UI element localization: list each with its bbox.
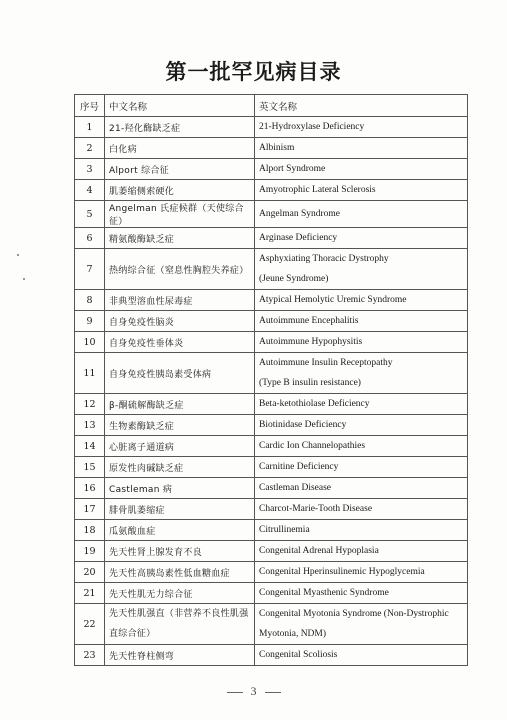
row-en-name bbox=[255, 353, 468, 394]
table-row bbox=[75, 290, 468, 311]
row-en-name: Carnitine Deficiency bbox=[255, 457, 468, 478]
row-en-line-1: Autoimmune Insulin Receptopathy bbox=[259, 358, 393, 368]
row-zh-line-2: 直综合征） bbox=[109, 629, 156, 639]
table-row bbox=[75, 353, 468, 394]
row-no: 17 bbox=[75, 499, 105, 520]
row-no: 21 bbox=[75, 583, 105, 604]
row-en-name: Autoimmune Hypophysitis bbox=[255, 332, 468, 353]
table-row bbox=[75, 645, 468, 666]
table-row bbox=[75, 201, 468, 228]
row-en-name: Amyotrophic Lateral Sclerosis bbox=[255, 180, 468, 201]
row-en-name: 21-Hydroxylase Deficiency bbox=[255, 117, 468, 138]
row-en-name: Autoimmune Encephalitis bbox=[255, 311, 468, 332]
page-number-value: 3 bbox=[250, 684, 257, 698]
header-en: 英文名称 bbox=[255, 95, 468, 117]
header-zh: 中文名称 bbox=[105, 95, 255, 117]
row-en-name: Charcot-Marie-Tooth Disease bbox=[255, 499, 468, 520]
row-no: 13 bbox=[75, 415, 105, 436]
row-no: 20 bbox=[75, 562, 105, 583]
row-zh-name: 自身免疫性垂体炎 bbox=[105, 332, 255, 353]
row-no: 5 bbox=[75, 201, 105, 228]
row-no: 8 bbox=[75, 290, 105, 311]
table-row bbox=[75, 394, 468, 415]
row-no: 16 bbox=[75, 478, 105, 499]
row-en-name: Biotinidase Deficiency bbox=[255, 415, 468, 436]
row-en-name: Congenital Hperinsulinemic Hypoglycemia bbox=[255, 562, 468, 583]
row-zh-name: 自身免疫性胰岛素受体病 bbox=[105, 353, 255, 394]
row-zh-name: 原发性肉碱缺乏症 bbox=[105, 457, 255, 478]
scan-speck bbox=[23, 278, 25, 280]
table-row bbox=[75, 117, 468, 138]
row-no: 7 bbox=[75, 249, 105, 290]
row-zh-name: Castleman 病 bbox=[105, 478, 255, 499]
row-no: 9 bbox=[75, 311, 105, 332]
row-no: 1 bbox=[75, 117, 105, 138]
row-en-name: Cardic Ion Channelopathies bbox=[255, 436, 468, 457]
row-no: 3 bbox=[75, 159, 105, 180]
row-en-name bbox=[255, 604, 468, 645]
scan-speck bbox=[17, 254, 19, 256]
row-zh-name: β-酮硫解酶缺乏症 bbox=[105, 394, 255, 415]
row-zh-name: 先天性脊柱侧弯 bbox=[105, 645, 255, 666]
row-zh-name: Alport 综合征 bbox=[105, 159, 255, 180]
table-row bbox=[75, 520, 468, 541]
row-zh-name: Angelman 氏症候群（天使综合征） bbox=[105, 201, 255, 228]
table-row bbox=[75, 138, 468, 159]
page-title: 第一批罕见病目录 bbox=[165, 59, 342, 84]
row-no: 4 bbox=[75, 180, 105, 201]
table-row bbox=[75, 541, 468, 562]
table-row bbox=[75, 159, 468, 180]
row-en-line-2: Myotonia, NDM) bbox=[259, 629, 327, 639]
row-no: 14 bbox=[75, 436, 105, 457]
row-no: 10 bbox=[75, 332, 105, 353]
row-en-name: Atypical Hemolytic Uremic Syndrome bbox=[255, 290, 468, 311]
row-en-name: Angelman Syndrome bbox=[255, 201, 468, 228]
table-row bbox=[75, 583, 468, 604]
table-row bbox=[75, 311, 468, 332]
row-en-line-1: Congenital Myotonia Syndrome (Non-Dystrophic bbox=[259, 609, 449, 619]
row-no: 11 bbox=[75, 353, 105, 394]
row-en-name: Citrullinemia bbox=[255, 520, 468, 541]
row-zh-name: 先天性肾上腺发育不良 bbox=[105, 541, 255, 562]
table-row bbox=[75, 228, 468, 249]
row-zh-name: 腓骨肌萎缩症 bbox=[105, 499, 255, 520]
page-number-dash-right bbox=[265, 692, 281, 693]
row-zh-name: 心脏离子通道病 bbox=[105, 436, 255, 457]
row-en-name: Albinism bbox=[255, 138, 468, 159]
row-en-name: Beta-ketothiolase Deficiency bbox=[255, 394, 468, 415]
row-no: 2 bbox=[75, 138, 105, 159]
page-number-dash-left bbox=[227, 692, 243, 693]
table-row bbox=[75, 604, 468, 645]
table-row bbox=[75, 457, 468, 478]
table-row bbox=[75, 332, 468, 353]
row-zh-name: 白化病 bbox=[105, 138, 255, 159]
row-en-line-1: Asphyxiating Thoracic Dystrophy bbox=[259, 254, 389, 264]
table-row bbox=[75, 562, 468, 583]
row-en-name: Arginase Deficiency bbox=[255, 228, 468, 249]
row-zh-name: 自身免疫性脑炎 bbox=[105, 311, 255, 332]
row-zh-name: 先天性肌无力综合征 bbox=[105, 583, 255, 604]
page-number bbox=[0, 684, 507, 699]
table-row bbox=[75, 499, 468, 520]
row-zh-name: 先天性高胰岛素性低血糖血症 bbox=[105, 562, 255, 583]
row-no: 22 bbox=[75, 604, 105, 645]
row-en-line-2: (Jeune Syndrome) bbox=[259, 274, 329, 284]
row-en-name: Alport Syndrome bbox=[255, 159, 468, 180]
row-zh-name: 非典型溶血性尿毒症 bbox=[105, 290, 255, 311]
table-row bbox=[75, 415, 468, 436]
table-row bbox=[75, 436, 468, 457]
row-en-name: Castleman Disease bbox=[255, 478, 468, 499]
row-zh-name: 21-羟化酶缺乏症 bbox=[105, 117, 255, 138]
table-row bbox=[75, 478, 468, 499]
row-zh-name: 肌萎缩侧索硬化 bbox=[105, 180, 255, 201]
row-en-name: Congenital Scoliosis bbox=[255, 645, 468, 666]
row-en-name: Congenital Adrenal Hypoplasia bbox=[255, 541, 468, 562]
row-zh-name bbox=[105, 604, 255, 645]
header-no: 序号 bbox=[75, 95, 105, 117]
row-no: 15 bbox=[75, 457, 105, 478]
row-zh-name: 瓜氨酸血症 bbox=[105, 520, 255, 541]
table-header-row bbox=[75, 95, 468, 117]
row-no: 18 bbox=[75, 520, 105, 541]
row-no: 23 bbox=[75, 645, 105, 666]
row-zh-name: 生物素酶缺乏症 bbox=[105, 415, 255, 436]
row-no: 19 bbox=[75, 541, 105, 562]
row-en-line-2: (Type B insulin resistance) bbox=[259, 378, 361, 388]
table-row bbox=[75, 249, 468, 290]
row-no: 6 bbox=[75, 228, 105, 249]
row-en-name bbox=[255, 249, 468, 290]
rare-disease-table bbox=[74, 94, 468, 666]
row-en-name: Congenital Myasthenic Syndrome bbox=[255, 583, 468, 604]
row-zh-name: 精氨酸酶缺乏症 bbox=[105, 228, 255, 249]
row-no: 12 bbox=[75, 394, 105, 415]
row-zh-line-1: 先天性肌强直（非营养不良性肌强 bbox=[109, 609, 249, 619]
table-row bbox=[75, 180, 468, 201]
row-zh-name: 热纳综合征（窒息性胸腔失养症） bbox=[105, 249, 255, 290]
